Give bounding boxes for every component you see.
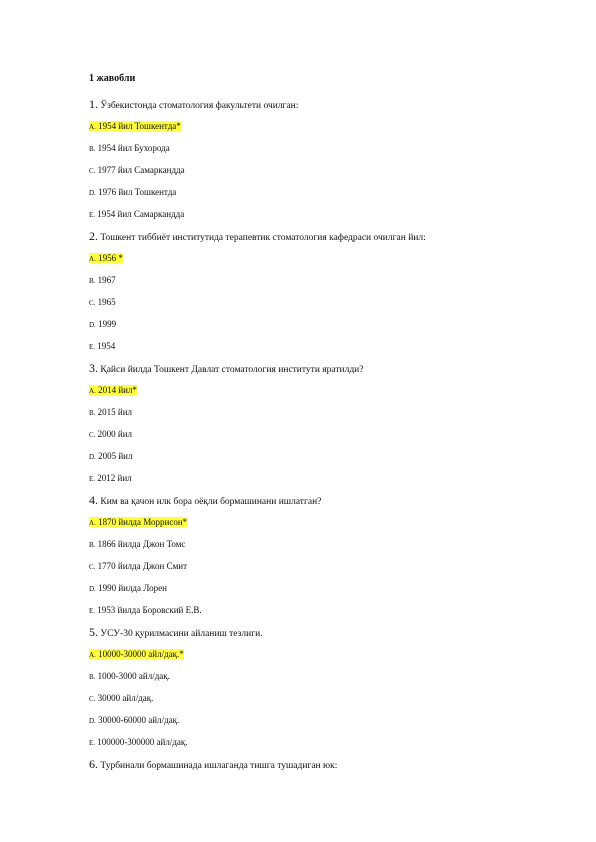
answer-option [89, 577, 569, 599]
option-text: 1976 йил Тошкентда [98, 187, 177, 197]
option-wrap [89, 297, 116, 307]
question-text: УСУ-30 қурилмасини айланиш тезлиги. [100, 629, 263, 639]
option-text: 1870 йилда Моррисон* [98, 517, 188, 527]
option-letter: E. [89, 607, 96, 615]
option-letter: E. [89, 739, 96, 747]
option-letter: A. [89, 651, 96, 659]
option-text: 1977 йил Самаркандда [97, 165, 185, 175]
question-text: Қайси йилда Тошкент Давлат стоматология институти яратилди? [100, 365, 364, 375]
question-text: Тошкент тиббиёт институтида терапевтик стоматология кафедраси очилган йил: [100, 233, 426, 243]
option-text: 1770 йилда Джон Смит [97, 561, 188, 571]
question-number: 4. [89, 493, 98, 507]
highlight-marker [89, 121, 181, 131]
question-number: 3. [89, 361, 98, 375]
question-number: 1. [89, 97, 98, 111]
section-heading: 1 жавобли [89, 73, 136, 84]
option-wrap [89, 561, 187, 571]
option-text: 1990 йилда Лорен [98, 583, 167, 593]
option-text: 30000-60000 айл/дақ. [98, 715, 180, 725]
option-text: 1954 йил Тошкентда* [98, 121, 181, 131]
answer-option-correct [89, 643, 569, 665]
highlight-marker [89, 649, 184, 659]
option-letter: E. [89, 475, 96, 483]
option-wrap [89, 429, 132, 439]
option-wrap [89, 165, 185, 175]
option-wrap [89, 209, 184, 219]
option-wrap [89, 275, 116, 285]
option-wrap [89, 715, 179, 725]
option-text: 10000-30000 айл/дақ.* [98, 649, 184, 659]
highlight-marker [89, 385, 137, 395]
question-text: Ким ва қачон илк бора оёқли бормашинани ишлатган? [100, 497, 322, 507]
answer-option [89, 599, 569, 621]
option-letter: C. [89, 563, 96, 571]
question-4 [89, 489, 569, 511]
option-letter: A. [89, 255, 96, 263]
question-number: 6. [89, 757, 98, 771]
answer-option [89, 445, 569, 467]
option-wrap [89, 539, 185, 549]
option-wrap [89, 473, 132, 483]
option-letter: B. [89, 145, 96, 153]
option-text: 2014 йил* [98, 385, 137, 395]
option-letter: A. [89, 519, 96, 527]
question-3 [89, 357, 569, 379]
answer-option [89, 181, 569, 203]
option-letter: A. [89, 387, 96, 395]
option-letter: D. [89, 717, 96, 725]
question-2 [89, 225, 569, 247]
answer-option [89, 159, 569, 181]
answer-option [89, 731, 569, 753]
option-text: 1866 йилда Джон Томс [97, 539, 186, 549]
option-letter: C. [89, 695, 96, 703]
option-text: 1956 * [98, 253, 123, 263]
option-text: 2012 йил [97, 473, 132, 483]
option-text: 1000-3000 айл/дақ. [97, 671, 170, 681]
answer-option [89, 423, 569, 445]
option-letter: C. [89, 167, 96, 175]
option-letter: B. [89, 409, 96, 417]
option-letter: B. [89, 277, 96, 285]
option-text: 1954 [97, 341, 116, 351]
option-text: 1967 [97, 275, 116, 285]
option-text: 1999 [98, 319, 117, 329]
option-text: 2005 йил [98, 451, 133, 461]
answer-option [89, 137, 569, 159]
option-letter: B. [89, 541, 96, 549]
answer-option [89, 533, 569, 555]
answer-option [89, 269, 569, 291]
answer-option [89, 401, 569, 423]
option-letter: B. [89, 673, 96, 681]
option-wrap [89, 583, 167, 593]
answer-option [89, 709, 569, 731]
option-text: 1954 йил Самаркандда [97, 209, 185, 219]
option-letter: D. [89, 189, 96, 197]
option-text: 30000 айл/дақ. [97, 693, 154, 703]
option-wrap [89, 693, 153, 703]
option-letter: D. [89, 585, 96, 593]
answer-option-correct [89, 379, 569, 401]
option-letter: A. [89, 123, 96, 131]
question-list [89, 93, 569, 775]
option-text: 2015 йил [97, 407, 133, 417]
option-wrap [89, 605, 202, 615]
question-number: 5. [89, 625, 98, 639]
answer-option [89, 313, 569, 335]
option-wrap [89, 187, 176, 197]
option-wrap [89, 319, 116, 329]
answer-option [89, 687, 569, 709]
question-6 [89, 753, 569, 775]
answer-option [89, 203, 569, 225]
option-letter: D. [89, 453, 96, 461]
question-text: Ўзбекистонда стоматология факультети очилган: [100, 101, 299, 111]
answer-option-correct [89, 511, 569, 533]
question-5 [89, 621, 569, 643]
option-text: 1953 йилда Боровский Е.В. [97, 605, 202, 615]
highlight-marker [89, 253, 123, 263]
option-text: 1954 йил Бухорода [97, 143, 170, 153]
question-number: 2. [89, 229, 98, 243]
answer-option-correct [89, 115, 569, 137]
answer-option [89, 291, 569, 313]
question-text: Турбинали бормашинада ишлаганда тишга тушадиган юк: [100, 761, 338, 771]
answer-option [89, 335, 569, 357]
option-wrap [89, 671, 170, 681]
option-letter: D. [89, 321, 96, 329]
option-letter: E. [89, 343, 96, 351]
answer-option [89, 555, 569, 577]
answer-option [89, 665, 569, 687]
option-letter: C. [89, 431, 96, 439]
option-wrap [89, 451, 132, 461]
option-text: 2000 йил [97, 429, 133, 439]
option-wrap [89, 407, 132, 417]
option-wrap [89, 143, 170, 153]
option-wrap [89, 341, 115, 351]
option-text: 100000-300000 айл/дақ. [97, 737, 188, 747]
option-letter: E. [89, 211, 96, 219]
answer-option-correct [89, 247, 569, 269]
option-text: 1965 [97, 297, 116, 307]
question-1 [89, 93, 569, 115]
highlight-marker [89, 517, 187, 527]
answer-option [89, 467, 569, 489]
option-wrap [89, 737, 188, 747]
option-letter: C. [89, 299, 96, 307]
